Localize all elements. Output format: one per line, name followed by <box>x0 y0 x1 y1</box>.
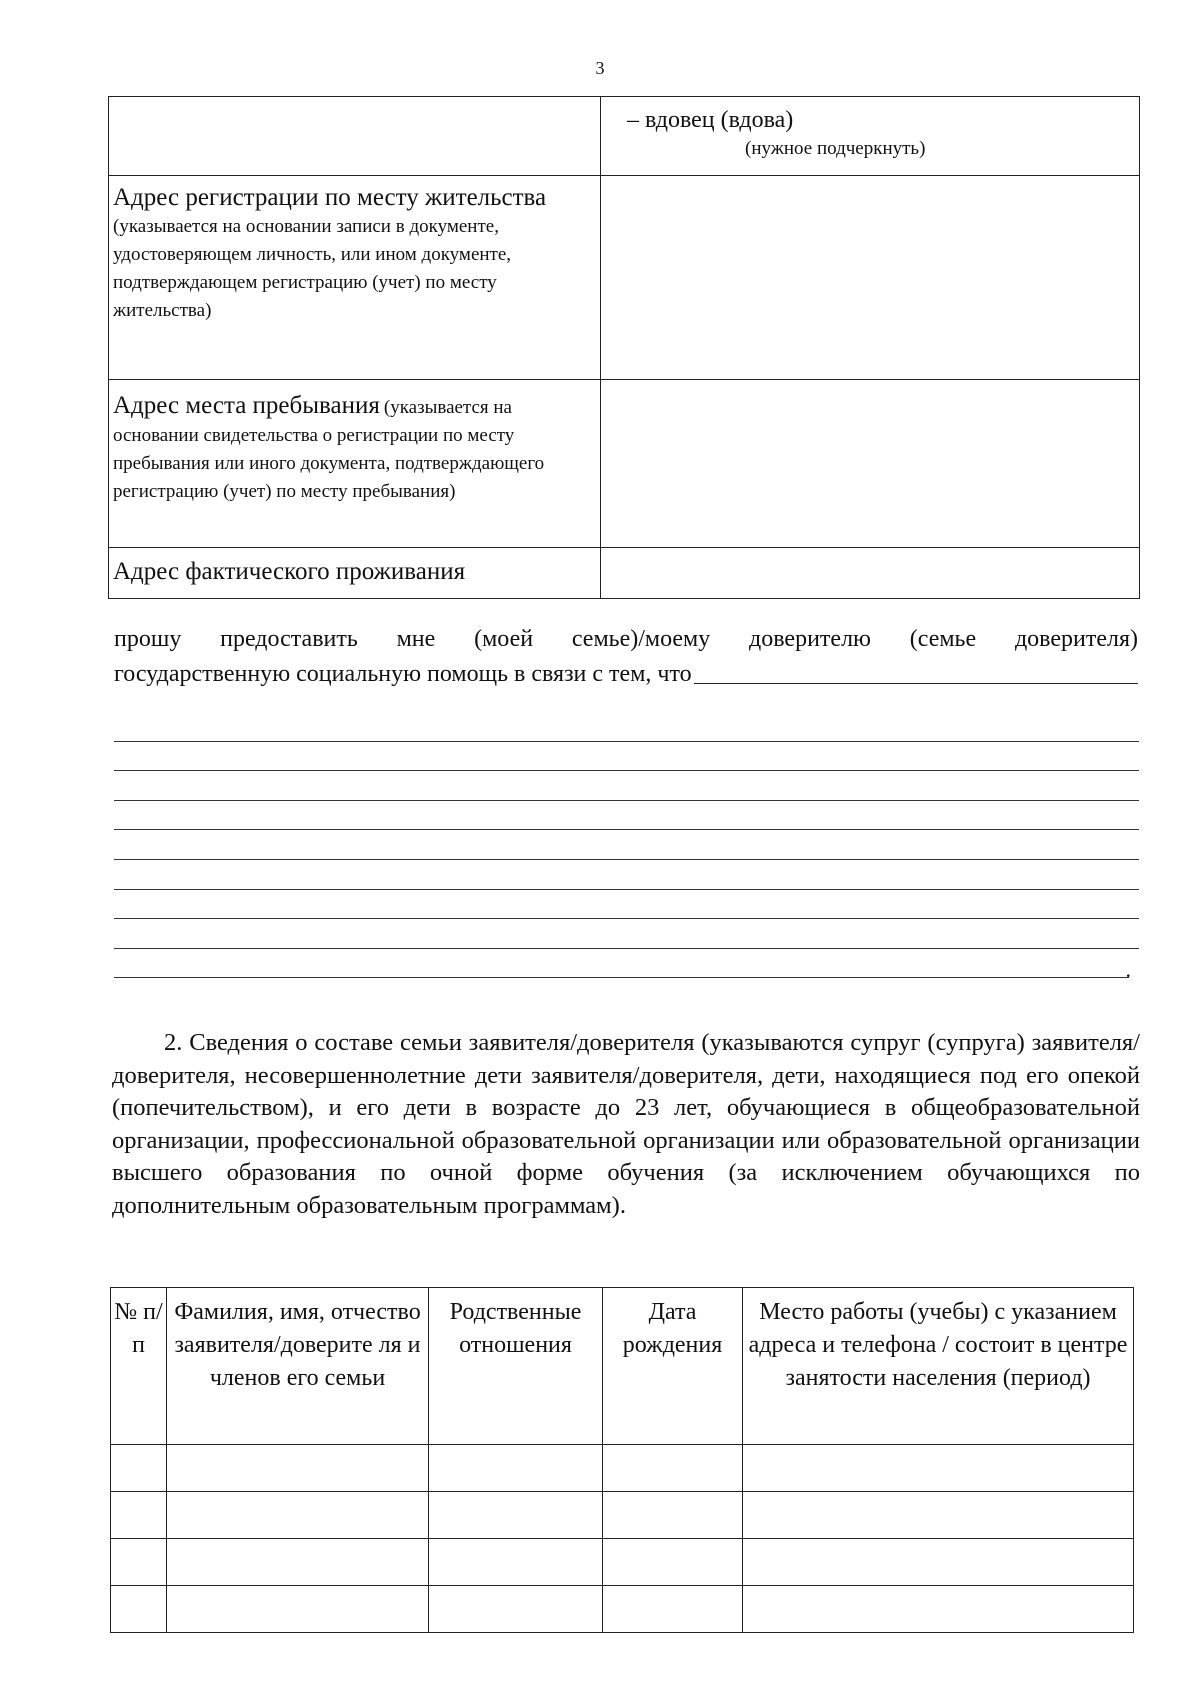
cell-full-name[interactable] <box>167 1445 429 1492</box>
stay-address-row <box>109 380 1140 548</box>
section-2-text: 2. Сведения о составе семьи заявителя/доверителя (указываются супруг (супруга) заявителя/ доверителя, несовершеннолетние дети заявителя/доверителя, дети, находящиеся под его опекой (попечительством), и его дети в возрасте до 23 лет, обучающиеся в общеобразовательной организации, профессиональной образовательной организации или образовательной организации высшего образования по очной форме обучения (за исключением обучающихся по дополнительным образовательным программам). <box>112 1029 1140 1219</box>
reason-lines[interactable] <box>114 712 1139 983</box>
stay-note: (указывается на основании свидетельства о регистрации по месту пребывания или иного документа, подтверждающего регистрацию (учет) по месту пребывания) <box>113 397 545 502</box>
actual-address-field[interactable] <box>601 548 1140 599</box>
header-relationship: Родственные отношения <box>429 1288 603 1445</box>
cell-number[interactable] <box>111 1492 167 1539</box>
table-row <box>111 1539 1134 1586</box>
cell-birth-date[interactable] <box>603 1492 743 1539</box>
registration-address-field[interactable] <box>601 176 1140 380</box>
marital-status-row <box>109 97 1140 176</box>
stay-title: Адрес места пребывания <box>113 392 380 419</box>
reason-line-last[interactable] <box>114 949 1131 983</box>
widower-option[interactable]: – вдовец (вдова) <box>627 107 794 133</box>
cell-relationship[interactable] <box>429 1492 603 1539</box>
personal-info-table <box>108 96 1140 599</box>
cell-birth-date[interactable] <box>603 1539 743 1586</box>
cell-birth-date[interactable] <box>603 1445 743 1492</box>
section-2-paragraph <box>112 1027 1140 1222</box>
actual-title: Адрес фактического проживания <box>113 558 466 585</box>
marital-status-cell[interactable] <box>601 97 1140 176</box>
reason-line[interactable] <box>114 860 1139 890</box>
cell-full-name[interactable] <box>167 1539 429 1586</box>
reason-line[interactable] <box>114 742 1139 772</box>
family-table-header <box>111 1288 1134 1445</box>
cell-number[interactable] <box>111 1539 167 1586</box>
cell-relationship[interactable] <box>429 1539 603 1586</box>
end-period: . <box>1125 957 1131 983</box>
actual-address-label <box>109 548 601 599</box>
registration-title: Адрес регистрации по месту жительства <box>113 184 547 211</box>
reason-line[interactable] <box>114 771 1139 801</box>
page-number: 3 <box>595 58 605 78</box>
cell-number[interactable] <box>111 1445 167 1492</box>
request-paragraph <box>114 622 1138 692</box>
reason-line[interactable] <box>114 830 1139 860</box>
reason-line[interactable] <box>114 801 1139 831</box>
cell-full-name[interactable] <box>167 1492 429 1539</box>
reason-field-start[interactable] <box>694 657 1138 684</box>
cell-relationship[interactable] <box>429 1445 603 1492</box>
reason-line[interactable] <box>114 712 1139 742</box>
cell-workplace[interactable] <box>743 1445 1134 1492</box>
cell-workplace[interactable] <box>743 1539 1134 1586</box>
cell-full-name[interactable] <box>167 1586 429 1633</box>
cell-number[interactable] <box>111 1586 167 1633</box>
reason-line[interactable] <box>114 919 1139 949</box>
table-row <box>111 1445 1134 1492</box>
underline-note: (нужное подчеркнуть) <box>745 138 926 159</box>
request-line-2 <box>114 657 1138 692</box>
cell-workplace[interactable] <box>743 1492 1134 1539</box>
registration-address-label <box>109 176 601 380</box>
empty-label-cell <box>109 97 601 176</box>
request-line-2-text: государственную социальную помощь в связи с тем, что <box>114 661 692 687</box>
actual-address-row <box>109 548 1140 599</box>
header-workplace: Место работы (учебы) с указанием адреса и телефона / состоит в центре занятости населения (период) <box>743 1288 1134 1445</box>
cell-birth-date[interactable] <box>603 1586 743 1633</box>
stay-address-label <box>109 380 601 548</box>
table-row <box>111 1586 1134 1633</box>
registration-note: (указывается на основании записи в документе, удостоверяющем личность, или ином документе, подтверждающем регистрацию (учет) по месту жительства) <box>113 216 512 321</box>
table-row <box>111 1492 1134 1539</box>
request-line-1: прошу предоставить мне (моей семье)/моему доверителю (семье доверителя) <box>114 626 1138 652</box>
reason-line[interactable] <box>114 890 1139 920</box>
cell-relationship[interactable] <box>429 1586 603 1633</box>
stay-address-field[interactable] <box>601 380 1140 548</box>
header-full-name: Фамилия, имя, отчество заявителя/доверите ля и членов его семьи <box>167 1288 429 1445</box>
header-number: № п/п <box>111 1288 167 1445</box>
header-birth-date: Дата рождения <box>603 1288 743 1445</box>
registration-address-row <box>109 176 1140 380</box>
family-composition-table <box>110 1287 1134 1633</box>
cell-workplace[interactable] <box>743 1586 1134 1633</box>
